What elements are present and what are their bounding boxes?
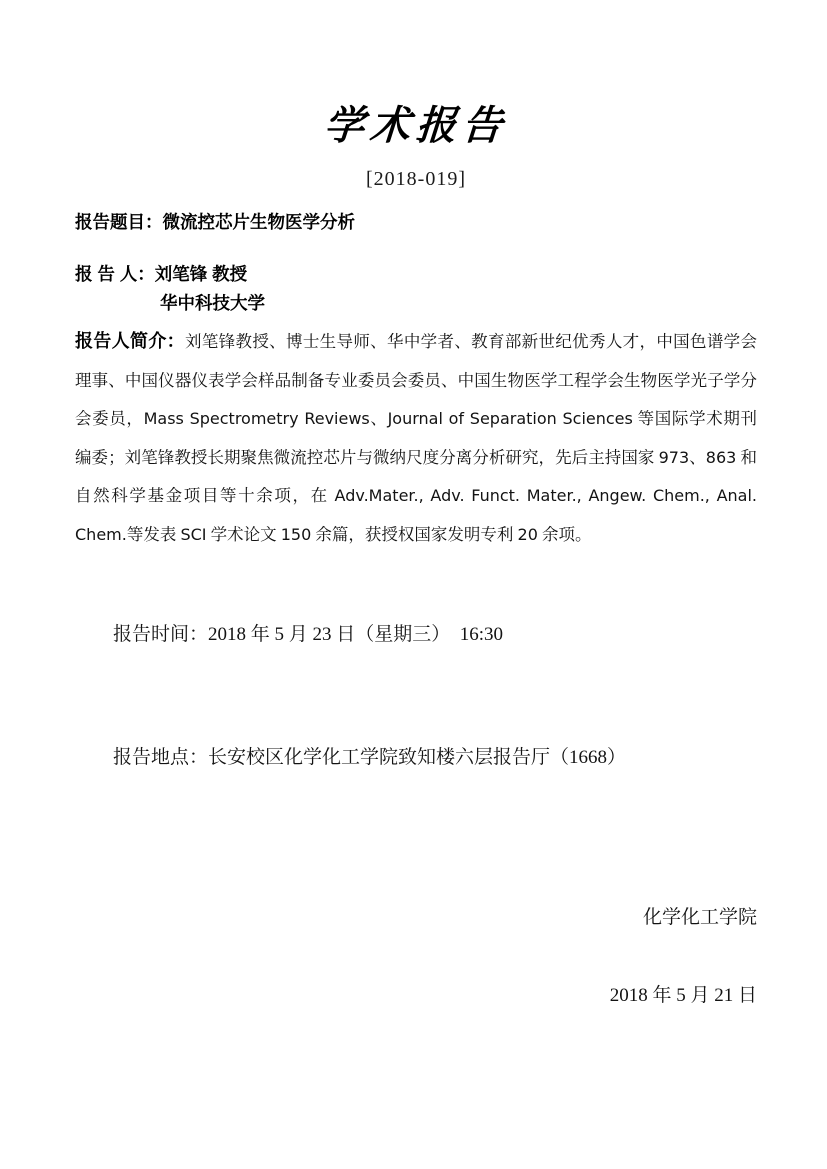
bio-segment: Journal of Separation Sciences (387, 409, 633, 428)
issue-number: [2018-019] (366, 168, 466, 190)
bio-segment: 150 (280, 524, 312, 544)
report-place-value: 长安校区化学化工学院致知楼六层报告厅（1668） (208, 747, 627, 768)
report-time-label: 报告时间： (113, 624, 209, 645)
bio-segment: 973 (658, 447, 690, 467)
report-topic-value: 微流控芯片生物医学分析 (162, 212, 355, 232)
report-place-line (75, 696, 757, 819)
report-topic-line (75, 210, 757, 234)
bio-segment: 余篇，获授权国家发明专利 (311, 524, 518, 544)
bio-segment: 和自然科学基金项目等十余项，在 (75, 447, 758, 505)
report-topic-label: 报告题目： (75, 212, 163, 232)
speaker-bio-paragraph (75, 322, 757, 554)
signature-block (75, 853, 757, 1061)
bio-segment: 等国际学术期刊编委；刘笔锋教授长期聚焦微流控芯片与微纳尺度分离分析研究，先后主持国家 (75, 409, 758, 467)
speaker-line (75, 260, 757, 289)
signature-date: 2018 年 5 月 21 日 (609, 985, 757, 1006)
bio-segment: SCI (180, 524, 207, 544)
bio-segment: 863 (705, 447, 737, 467)
meta-block (75, 573, 757, 819)
document-title: 学术报告 (322, 102, 510, 149)
document-content (75, 0, 757, 1061)
bio-segment: 学术论文 (206, 524, 281, 544)
bio-segment: 、 (369, 409, 388, 428)
speaker-label: 报 告 人： (75, 264, 155, 284)
bio-segment: Mass Spectrometry Reviews (143, 409, 370, 428)
speaker-affiliation: 华中科技大学 (160, 293, 265, 313)
speaker-affiliation-line (75, 289, 757, 318)
bio-segment: 20 (517, 524, 538, 544)
bio-segment: 、 (689, 447, 706, 467)
bio-segment: 刘笔锋教授、博士生导师、华中学者、教育部新世纪优秀人才，中国色谱学会理事、中国仪器仪表学会样品制备专业委员会委员、中国生物医学工程学会生物医学光子学分会委员， (75, 332, 757, 428)
speaker-bio-text (75, 332, 757, 544)
report-time-line (75, 573, 757, 696)
signature-organization: 化学化工学院 (642, 907, 757, 928)
speaker-bio-label: 报告人简介： (75, 331, 185, 351)
report-time-value: 2018 年 5 月 23 日（星期三） 16:30 (208, 624, 504, 645)
speaker-name: 刘笔锋 教授 (154, 264, 248, 284)
bio-segment: Adv.Mater., Adv. Funct. Mater., Angew. Chem., Anal. Chem. (75, 486, 758, 544)
report-place-label: 报告地点： (113, 747, 209, 768)
bio-segment: 余项。 (537, 524, 592, 544)
bio-segment: 等发表 (126, 524, 181, 544)
